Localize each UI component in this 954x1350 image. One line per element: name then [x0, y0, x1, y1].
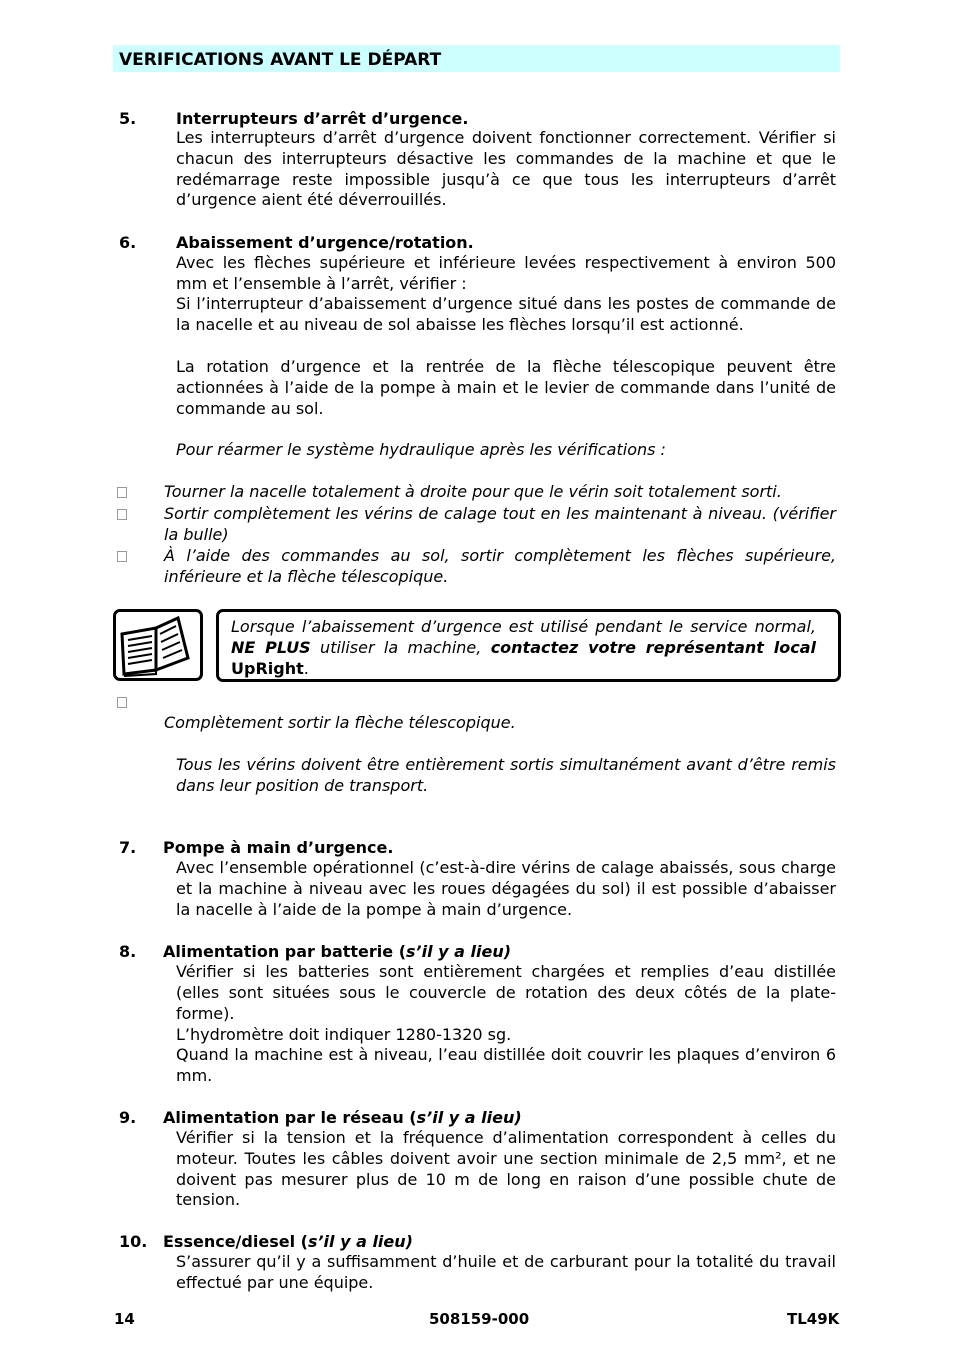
- section-7-number: 7.: [119, 838, 137, 857]
- section-8-number: 8.: [119, 942, 137, 961]
- section-8-para-3: Quand la machine est à niveau, l’eau distillée doit couvrir les plaques d’environ 6 mm.: [176, 1045, 836, 1085]
- section-6-para-1: Avec les flèches supérieure et inférieure levées respectivement à environ 500 mm et l’ensemble à l’arrêt, vérifier :: [176, 253, 836, 293]
- model-name: TL49K: [787, 1310, 840, 1328]
- section-8-para-1: Vérifier si les batteries sont entièrement chargées et remplies d’eau distillée (elles sont situées sous le couvercle de rotation des deux côtés de la plate-forme).: [176, 962, 836, 1023]
- section-9-title: Alimentation par le réseau (s’il y a lieu): [163, 1108, 522, 1127]
- page-number: 14: [114, 1310, 135, 1328]
- bullet-item: Complètement sortir la flèche télescopique.: [164, 713, 516, 732]
- header-title: VERIFICATIONS AVANT LE DÉPART: [119, 50, 442, 70]
- bullet-item: Tourner la nacelle totalement à droite pour que le vérin soit totalement sorti.: [164, 482, 782, 501]
- section-8-title: Alimentation par batterie (s’il y a lieu): [163, 942, 512, 961]
- bullet-marker: [117, 487, 127, 498]
- bullet-item: À l’aide des commandes au sol, sortir complètement les flèches supérieure, inférieure et la flèche télescopique.: [164, 546, 836, 586]
- section-10-number: 10.: [119, 1232, 148, 1251]
- section-7-body: Avec l’ensemble opérationnel (c’est-à-dire vérins de calage abaissés, sous charge et la machine à niveau avec les roues dégagées du sol) il est possible d’abaisser la nacelle à l’aide de la pompe à main d’urgence.: [176, 858, 836, 919]
- brand-name: UpRight: [231, 658, 304, 678]
- bullet-marker: [117, 551, 127, 562]
- warning-note-box: [216, 609, 841, 682]
- section-6-closing: Tous les vérins doivent être entièrement sortis simultanément avant d’être remis dans leur position de transport.: [176, 755, 836, 795]
- warning-note-text: Lorsque l’abaissement d’urgence est utilisé pendant le service normal, NE PLUS utiliser la machine, contactez votre représentant local UpRight.: [231, 617, 817, 678]
- section-header: [113, 45, 840, 72]
- section-6-title: Abaissement d’urgence/rotation.: [176, 233, 474, 252]
- bullet-item: Sortir complètement les vérins de calage tout en les maintenant à niveau. (vérifier la bulle): [164, 504, 836, 544]
- section-5-title: Interrupteurs d’arrêt d’urgence.: [176, 109, 469, 128]
- section-5-body: Les interrupteurs d’arrêt d’urgence doivent fonctionner correctement. Vérifier si chacun des interrupteurs désactive les commandes de la machine et que le redémarrage reste impossible jusqu’à ce que tous les interrupteurs d’arrêt d’urgence aient été déverrouillés.: [176, 128, 836, 210]
- section-7-title: Pompe à main d’urgence.: [163, 838, 394, 857]
- section-8-para-2: L’hydromètre doit indiquer 1280-1320 sg.: [176, 1025, 512, 1044]
- book-icon: [116, 612, 200, 678]
- section-6-italic-intro: Pour réarmer le système hydraulique après les vérifications :: [176, 440, 666, 459]
- section-10-title: Essence/diesel (s’il y a lieu): [163, 1232, 413, 1251]
- section-9-number: 9.: [119, 1108, 137, 1127]
- bullet-marker: [117, 697, 127, 708]
- section-10-body: S’assurer qu’il y a suffisamment d’huile et de carburant pour la totalité du travail effectué par une équipe.: [176, 1252, 836, 1292]
- note-icon-frame: [113, 609, 203, 681]
- section-6-number: 6.: [119, 233, 137, 252]
- document-number: 508159-000: [429, 1310, 530, 1328]
- section-6-para-2: Si l’interrupteur d’abaissement d’urgence situé dans les postes de commande de la nacelle et au niveau de sol abaisse les flèches lorsqu’il est actionné.: [176, 294, 836, 334]
- bullet-marker: [117, 509, 127, 520]
- section-6-para-3: La rotation d’urgence et la rentrée de la flèche télescopique peuvent être actionnées à l’aide de la pompe à main et le levier de commande dans l’unité de commande au sol.: [176, 357, 836, 418]
- section-9-body: Vérifier si la tension et la fréquence d’alimentation correspondent à celles du moteur. Toutes les câbles doivent avoir une section minimale de 2,5 mm², et ne doivent pas mesurer plus de 10 m de long en raison d’une possible chute de tension.: [176, 1128, 836, 1210]
- section-5-number: 5.: [119, 109, 137, 128]
